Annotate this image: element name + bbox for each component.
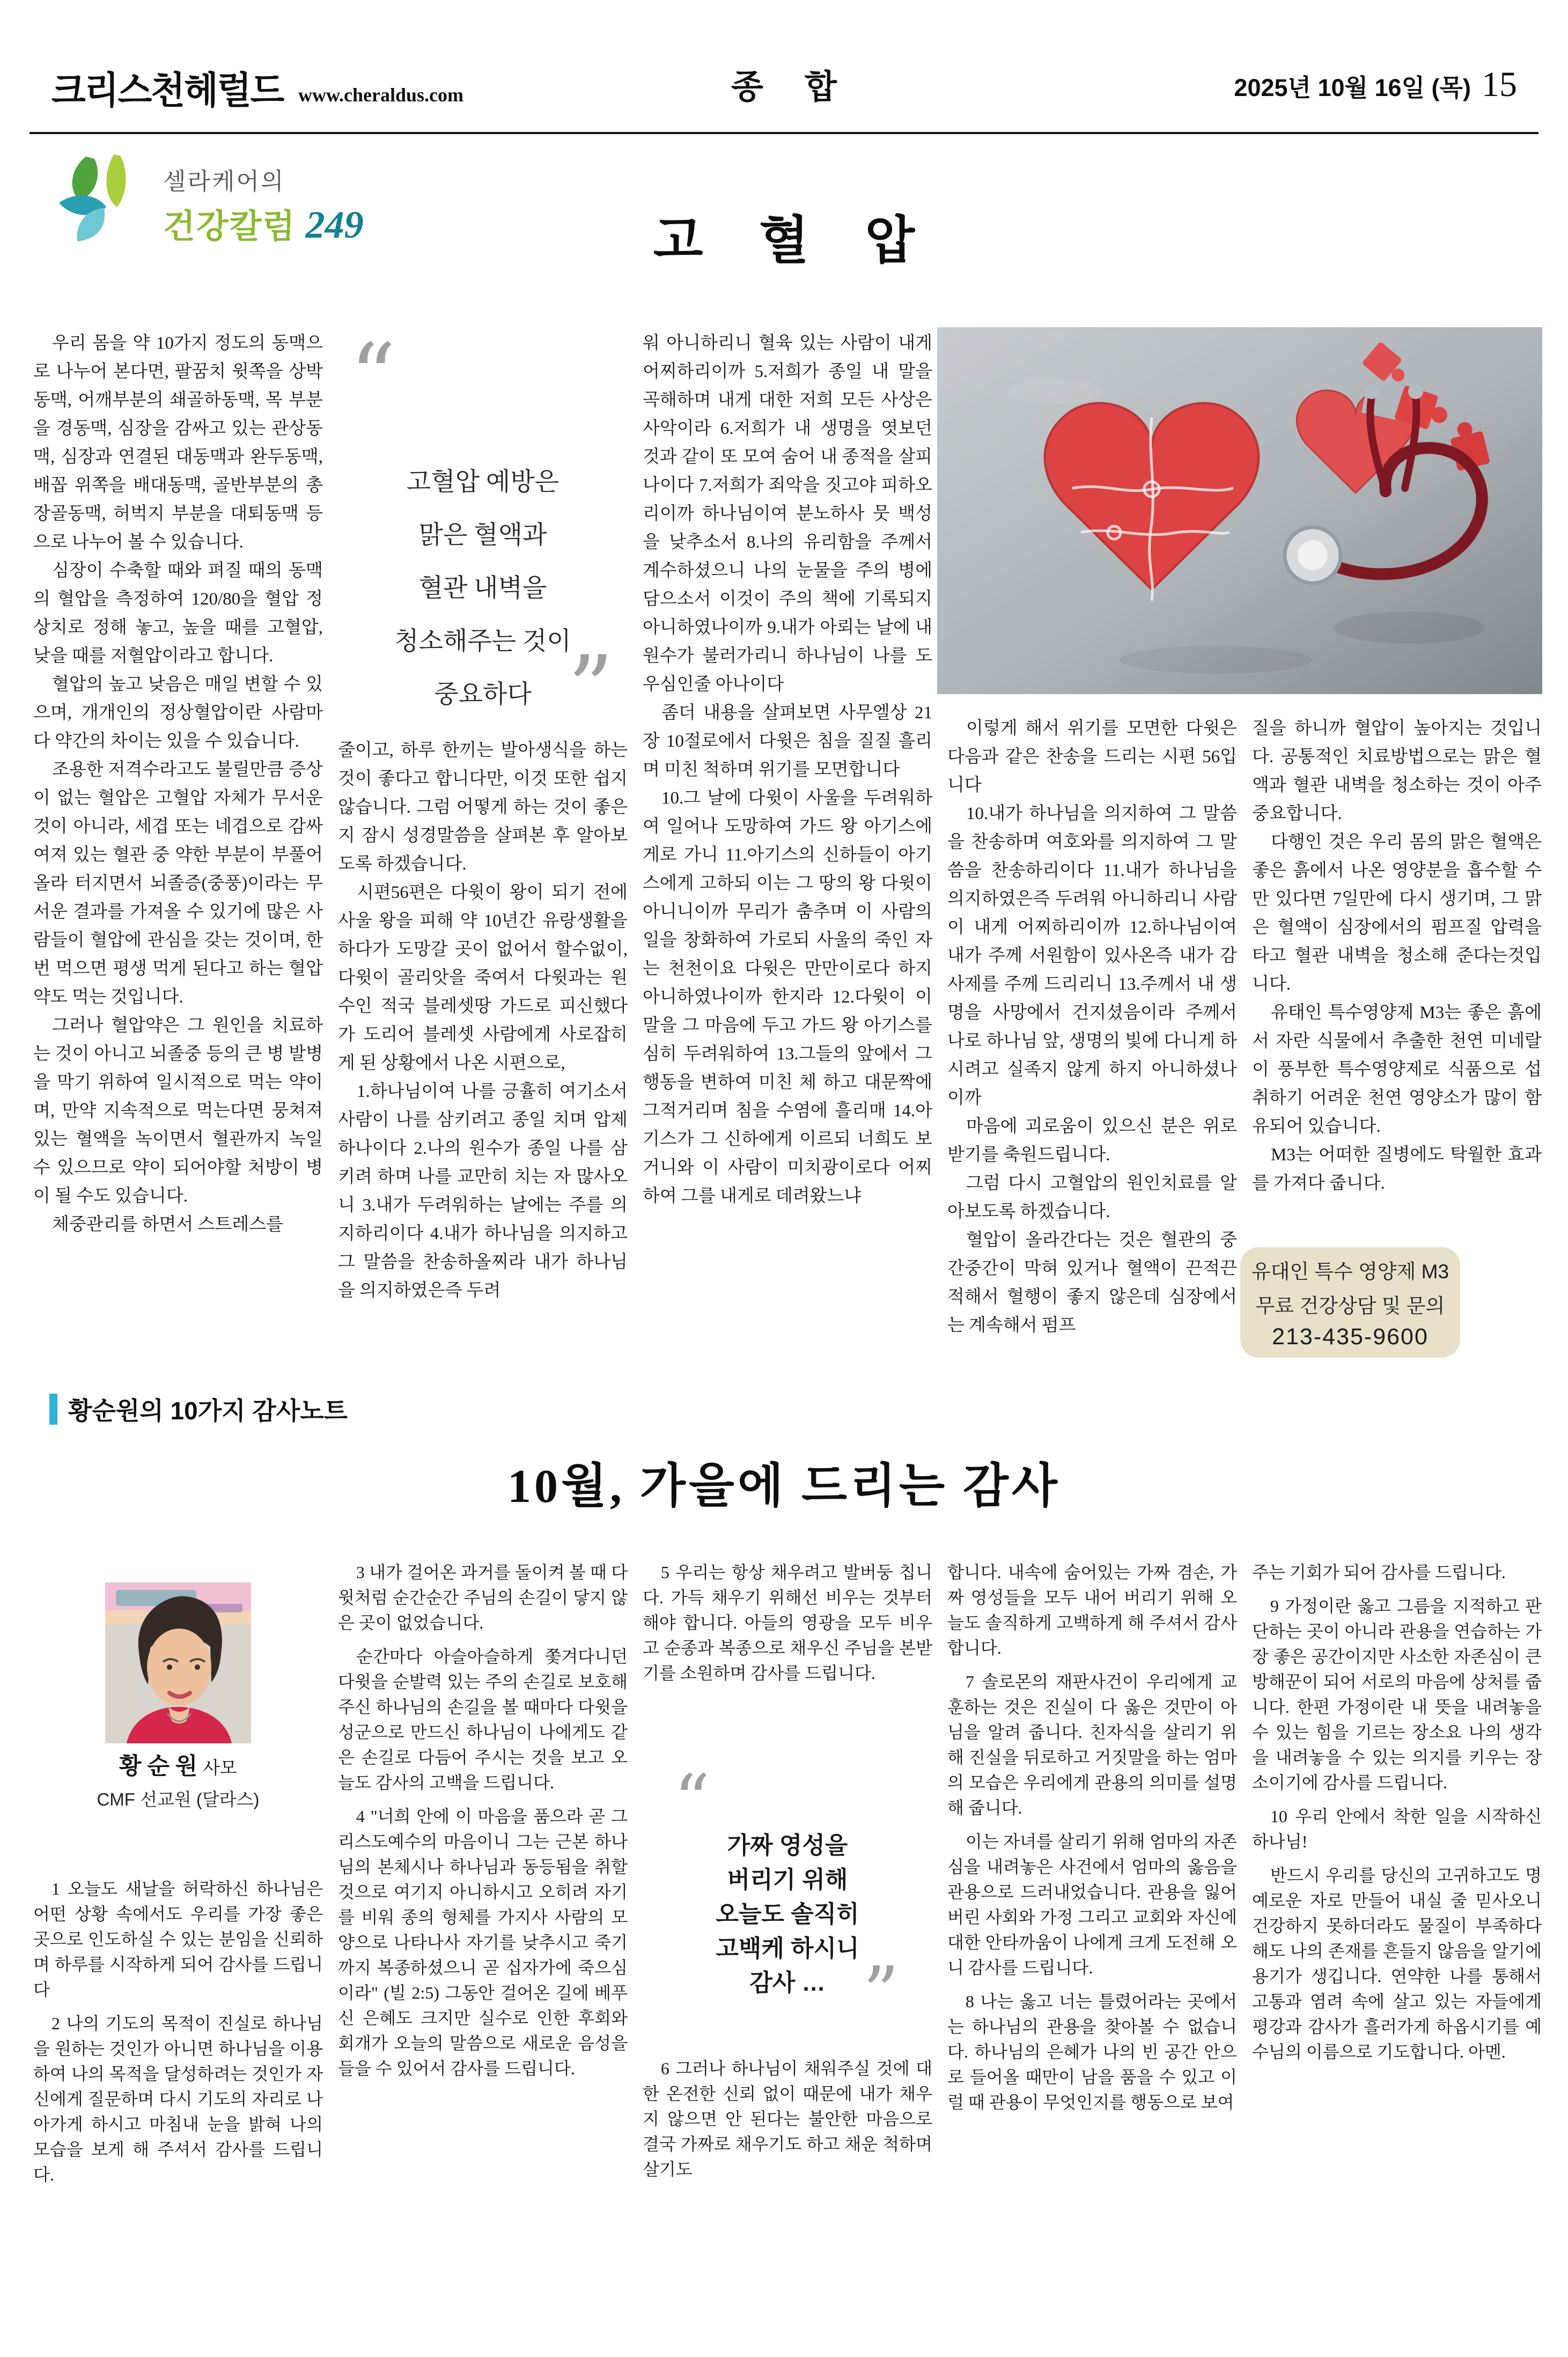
article-column-4 <box>947 715 1237 1340</box>
paragraph: 그러나 혈압약은 그 원인을 치료하는 것이 아니고 뇌졸중 등의 큰 병 발병을 막기 위하여 일시적으로 먹는 약이며, 만약 지속적으로 먹는다면 뭉쳐져 있는 혈액을 녹이면서 혈관까지 녹일 수 있으므로 약이 되어야할 처방이 병이 될 수도 있습니다. <box>33 1016 323 1206</box>
paragraph: 순간마다 아슬아슬하게 쫓겨다니던 다윗을 순발력 있는 주의 손길로 보호해 주신 하나님의 손길을 볼 때마다 다윗을 성군으로 만드신 하나님이 나에게도 같은 손길로 다듬어 주시는 것을 보고 오늘도 감사의 고백을 드립니다. <box>338 1647 628 1792</box>
paragraph: 오늘도 솔직히 <box>716 1901 859 1927</box>
paragraph: 워 아니하리니 혈육 있는 사람이 내게 어찌하리이까 5.저희가 종일 내 말을 곡해하며 내게 대한 저희 모든 사상은 사악이라 6.저희가 내 생명을 엿보던 것과 같이 또 모여 숨어 내 종적을 살피나이다 7.저희가 죄악을 짓고야 피하오리이까 하나님이여 분노하사 뭇 백성을 낮추소서 8.나의 유리함을 주께서 계수하셨으니 나의 눈물을 주의 병에 담으소서 이것이 주의 책에 기록되지 아니하였나이까 9.내가 아뢰는 날에 내 원수가 불러가리니 하나님이 나를 도우심인줄 아나이다 <box>643 334 932 694</box>
kicker-bar-icon <box>49 1394 57 1425</box>
paragraph: M3는 어떠한 질병에도 탁월한 효과를 가져다 줍니다. <box>1252 1145 1542 1193</box>
paragraph: 1 오늘도 새날을 허락하신 하나님은 어떤 상황 속에서도 우리를 가장 좋은 곳으로 인도하실 수 있는 분임을 신뢰하며 하루를 시작하게 되어 감사를 드립니다 <box>33 1879 323 1999</box>
paragraph: 고혈압 예방은 <box>406 468 560 496</box>
paragraph: 10.내가 하나님을 의지하여 그 말씀을 찬송하며 여호와를 의지하여 그 말씀을 찬송하리이다 11.내가 하나님을 의지하였은즉 두려워 아니하리니 사람이 내게 어찌하리이까 12.하나님이여 내가 주께 서원함이 있사온즉 내가 감사제를 주께 드리리니 13.주께서 내 생명을 사망에서 건지셨음이라 주께서 나로 하나님 앞, 생명의 빛에 다니게 하시려고 실족지 않게 하지 아니하셨나이까 <box>947 804 1237 1108</box>
paragraph: 조용한 저격수라고도 불릴만큼 증상이 없는 혈압은 고혈압 자체가 무서운 것이 아니라, 세겹 또는 네겹으로 감싸여져 있는 혈관 중 약한 부분이 부풀어 올라 터지면서 뇌졸증(중풍)이라는 무서운 결과를 가져올 수 있기에 많은 사람들이 혈압에 관심을 갖는 것이며, 한 번 먹으면 평생 먹게 된다고 하는 혈압약도 먹는 것입니다. <box>33 760 323 1007</box>
paragraph: 혈압이 올라간다는 것은 혈관의 중간중간이 막혀 있거나 혈액이 끈적끈적해서 혈행이 좋지 않은데 심장에서는 계속해서 펌프 <box>947 1231 1237 1335</box>
logo-line2: 건강칼럼 <box>163 208 296 245</box>
paragraph: 다행인 것은 우리 몸의 맑은 혈액은 좋은 흙에서 나온 영양분을 흡수할 수만 있다면 7일만에 다시 생기며, 그 맑은 혈액이 심장에서의 펌프질 압력을 타고 혈관 내벽을 청소해 준다는것입니다. <box>1252 833 1542 994</box>
open-quote-icon: “ <box>350 324 396 429</box>
gratitude-column-5 <box>1252 1560 1542 2065</box>
gratitude-kicker <box>49 1391 348 1427</box>
article-column-3 <box>643 329 932 1211</box>
paragraph: 이렇게 해서 위기를 모면한 다윗은 다음과 같은 찬송을 드리는 시편 56입니다 <box>947 719 1237 795</box>
gratitude-col3-after-quote <box>643 2056 932 2182</box>
paragraph: 우리 몸을 약 10가지 정도의 동맥으로 나누어 본다면, 팔꿈치 윗쪽을 상박동맥, 어깨부분의 쇄골하동맥, 목 부분을 경동맥, 심장을 감싸고 있는 관상동맥, 심장과 연결된 대동맥과 완두동맥, 배꼽 위쪽을 배대동맥, 골반부분의 총장골동맥, 허벅지 부분을 대퇴동맥 등으로 나누어 볼 수 있습니다. <box>33 334 323 552</box>
paragraph: 그럼 다시 고혈압의 원인치료를 알아보도록 하겠습니다. <box>947 1174 1237 1221</box>
header-rule <box>30 132 1538 134</box>
paragraph: 4 "너희 안에 이 마음을 품으라 곧 그리스도예수의 마음이니 그는 근본 하나님의 본체시나 하나님과 동등됨을 취할 것으로 여기지 아니하시고 오히려 자기를 비워 종의 형체를 가지사 사람의 모양으로 나타나사 자기를 낮추시고 죽기까지 복종하셨으니 곧 십자가에 죽으심이라" (빌 2:5) 그동안 걸어온 길에 베푸신 은혜도 크지만 실수로 인한 후회와 회개가 오늘의 말씀으로 새로운 음성을 들을 수 있어서 감사를 드립니다. <box>338 1807 628 2078</box>
masthead-website: www.cheraldus.com <box>298 84 463 106</box>
paragraph: 체중관리를 하면서 스트레스를 <box>51 1215 283 1234</box>
logo-line1: 셀라케어의 <box>163 168 285 195</box>
paragraph: 마음에 괴로움이 있으신 분은 위로받기를 축원드립니다. <box>947 1117 1237 1165</box>
paragraph: 버리기 위해 <box>727 1867 848 1893</box>
section-label: 종 합 <box>731 69 853 106</box>
pull-quote-gratitude <box>643 1759 932 2034</box>
author-name: 황 순 원 사모 <box>119 1754 237 1779</box>
close-quote-icon: ” <box>568 636 614 741</box>
gratitude-col3-before-quote <box>643 1560 932 1686</box>
paragraph: 혈압의 높고 낮음은 매일 변할 수 있으며, 개개인의 정상혈압이란 사람마다 약간의 차이는 있을 수 있습니다. <box>33 675 323 751</box>
paragraph: 좀더 내용을 살펴보면 사무엘상 21장 10절로에서 다윗은 침을 질질 흘리며 미친 척하며 위기를 모면합니다 <box>643 703 932 779</box>
open-quote-icon: “ <box>674 1759 710 1842</box>
paragraph: 7 솔로몬의 재판사건이 우리에게 교훈하는 것은 진실이 다 옳은 것만이 아님을 알려 줍니다. 친자식을 살리기 위해 진실을 뒤로하고 거짓말을 하는 엄마의 모습은 우리에게 관용의 의미를 설명해 줍니다. <box>947 1672 1237 1817</box>
gratitude-column-3 <box>643 1560 932 2182</box>
paragraph: 10 우리 안에서 착한 일을 시작하신 하나님! <box>1252 1807 1542 1851</box>
paragraph: 10.그 날에 다윗이 사울을 두려워하여 일어나 도망하여 가드 왕 아기스에게로 가니 11.아기스의 신하들이 아기스에게 고하되 이는 그 땅의 왕 다윗이 아니니이까 무리가 춤추며 이 사람의 일을 창화하여 가로되 사울의 죽인 자는 천천이요 다윗은 만만이로다 하지 아니하였나이까 한지라 12.다윗이 이 말을 그 마음에 두고 가드 왕 아기스를 심히 두려워하여 13.그들의 앞에서 그 행동을 변하여 미친 체 하고 대문짝에 그적거리며 침을 수염에 흘리매 14.아기스가 그 신하에게 이르되 너희도 보거니와 이 사람이 미치광이로다 어찌하여 그를 내게로 데려왔느냐 <box>643 789 932 1206</box>
close-quote-icon: ” <box>863 1951 899 2034</box>
gratitude-column-1 <box>33 1582 323 2187</box>
gratitude-column-4 <box>947 1560 1237 2115</box>
author-title: 사모 <box>203 1759 237 1778</box>
paragraph: 중요하다 <box>434 681 532 709</box>
ad-phone: 213-435-9600 <box>1272 1323 1429 1350</box>
paragraph: 줄이고, 하루 한끼는 발아생식을 하는 것이 좋다고 합니다만, 이것 또한 쉽지 않습니다. 그럼 어떻게 하는 것이 좋은지 잠시 성경말씀을 살펴본 후 알아보도록 하겠습니다. <box>338 741 628 874</box>
paragraph: 9 가정이란 옳고 그름을 지적하고 판단하는 곳이 아니라 관용을 연습하는 가장 좋은 공간이지만 사소한 자존심이 큰 방해꾼이 되어 서로의 마음에 상처를 줍니다. 한편 가정이란 내 뜻을 내려놓을 수 있는 힘을 기르는 장소요 나의 생각을 내려놓을 수 있는 의지를 키우는 장소이기에 감사를 드립니다. <box>1252 1596 1542 1792</box>
paragraph: 고백케 하시니 <box>716 1935 859 1962</box>
paragraph: 주는 기회가 되어 감사를 드립니다. <box>1252 1563 1506 1582</box>
paragraph: 이는 자녀를 살리기 위해 엄마의 자존심을 내려놓은 사건에서 엄마의 옳음을 관용으로 드러내었습니다. 관용을 잃어버린 사회와 가정 그리고 교회와 자신에 대한 안타까움이 나에게 크게 도전해 오니 감사를 드립니다. <box>947 1832 1237 1977</box>
m3-ad-box <box>1240 1247 1460 1358</box>
ad-line-2: 무료 건강상담 및 문의 <box>1255 1294 1445 1317</box>
paragraph: 심장이 수축할 때와 펴질 때의 동맥의 혈압을 측정하여 120/80을 혈압 정상치로 정해 놓고, 높을 때를 고혈압, 낮을 때를 저혈압이라고 합니다. <box>33 561 323 666</box>
paragraph: 맑은 혈액과 <box>418 521 547 549</box>
article-column-5 <box>1252 715 1542 1198</box>
gratitude-column-2 <box>338 1560 628 2081</box>
paragraph: 5 우리는 항상 채우려고 발버둥 칩니다. 가득 채우기 위해선 비우는 것부터 해야 합니다. 아들의 영광을 모두 비우고 순종과 복종으로 채우신 주님을 본받기를 소원하며 감사를 드립니다. <box>643 1563 932 1683</box>
paragraph: 6 그러나 하나님이 채워주실 것에 대한 온전한 신뢰 없이 때문에 내가 채우지 않으면 안 된다는 불안한 마음으로 결국 가짜로 채우기도 하고 채운 척하며 살기도 <box>643 2059 932 2179</box>
paragraph: 감사 … <box>749 1970 826 1996</box>
paragraph: 1.하나님이여 나를 긍휼히 여기소서 사람이 나를 삼키려고 종일 치며 압제하나이다 2.나의 원수가 종일 나를 삼키려 하며 나를 교만히 치는 자 많사오니 3.내가 두려워하는 날에는 주를 의지하리이다 4.내가 하나님을 의지하고 그 말씀을 찬송하올찌라 내가 하나님을 의지하였은즉 두려 <box>338 1082 628 1300</box>
paragraph: 질을 하니까 혈압이 높아지는 것입니다. 공통적인 치료방법으로는 맑은 혈액과 혈관 내벽을 청소하는 것이 아주 중요합니다. <box>1252 719 1542 823</box>
kicker-text: 황순원의 10가지 감사노트 <box>68 1397 348 1425</box>
masthead-logo: 크리스천헤럴드 <box>51 69 284 112</box>
ad-line-1: 유대인 특수 영양제 M3 <box>1251 1260 1449 1283</box>
article-column-2 <box>338 736 628 1305</box>
paragraph: 합니다. 내속에 숨어있는 가짜 겸손, 가짜 영성들을 모두 내어 버리기 위해 오늘도 솔직하게 고백하게 해 주셔서 감사합니다. <box>947 1563 1237 1658</box>
paragraph: 8 나는 옳고 너는 틀렸어라는 곳에서는 하나님의 관용을 찾아볼 수 없습니다. 하나님의 은혜가 나의 빈 공간 안으로 들어올 때만이 남을 품을 수 있고 이럴 때 관용이 무엇인지를 행동으로 보여 <box>947 1992 1237 2112</box>
paragraph: 가짜 영성을 <box>727 1832 848 1859</box>
paragraph: 2 나의 기도의 목적이 진실로 하나님을 원하는 것인가 아니면 하나님을 이용하여 나의 목적을 달성하려는 것인가 자신에게 질문하며 다시 기도의 자리로 나아가게 하시고 마침내 눈을 밝혀 나의 모습을 보게 해 주셔서 감사를 드립니다. <box>33 2014 323 2184</box>
paragraph: 청소해주는 것이 <box>394 628 571 655</box>
author-affiliation: CMF 선교원 (달라스) <box>97 1789 260 1809</box>
pull-quote-hypertension <box>338 324 628 741</box>
paragraph: 3 내가 걸어온 과거를 돌이켜 볼 때 다윗처럼 순간순간 주님의 손길이 닿지 않은 곳이 없었습니다. <box>338 1563 628 1632</box>
article-title: 고 혈 압 <box>653 212 937 269</box>
paragraph: 반드시 우리를 당신의 고귀하고도 명예로운 자로 만들어 내실 줄 믿사오니 건강하지 못하더라도 물질이 부족하다 해도 나의 존재를 흔들지 않음을 알기에 용기가 생깁니다. 연약한 나를 통해서 고통과 염려 속에 살고 있는 자들에게 평강과 감사가 흘러가게 하옵시기를 예수님의 이름으로 기도합니다. 아멘. <box>1252 1866 1542 2061</box>
heart-puzzle-photo <box>937 327 1542 694</box>
logo-number: 249 <box>305 203 364 246</box>
gratitude-column-1-text <box>33 1876 323 2187</box>
article-column-1 <box>33 329 323 1239</box>
page-number: 15 <box>1482 65 1517 104</box>
dateline <box>1234 64 1517 105</box>
paragraph: 시편56편은 다윗이 왕이 되기 전에 사울 왕을 피해 약 10년간 유랑생활을 하다가 도망갈 곳이 없어서 할수없이, 다윗이 골리앗을 죽여서 다윗과는 원수인 적국 블레셋땅 가드로 피신했다가 도리어 블레셋 사람에게 사로잡히게 된 상황에서 나온 시편으로, <box>338 883 628 1073</box>
author-photo <box>33 1582 323 1743</box>
date-text: 2025년 10월 16일 (목) <box>1234 74 1471 101</box>
paragraph: 혈관 내벽을 <box>418 574 547 602</box>
paragraph: 유태인 특수영양제 M3는 좋은 흙에서 자란 식물에서 추출한 천연 미네랄이 풍부한 특수영양제로 식품으로 섭취하기 어려운 천연 영양소가 많이 함유되어 있습니다. <box>1252 1003 1542 1136</box>
gratitude-title: 10월, 가을에 드리는 감사 <box>507 1461 1061 1513</box>
